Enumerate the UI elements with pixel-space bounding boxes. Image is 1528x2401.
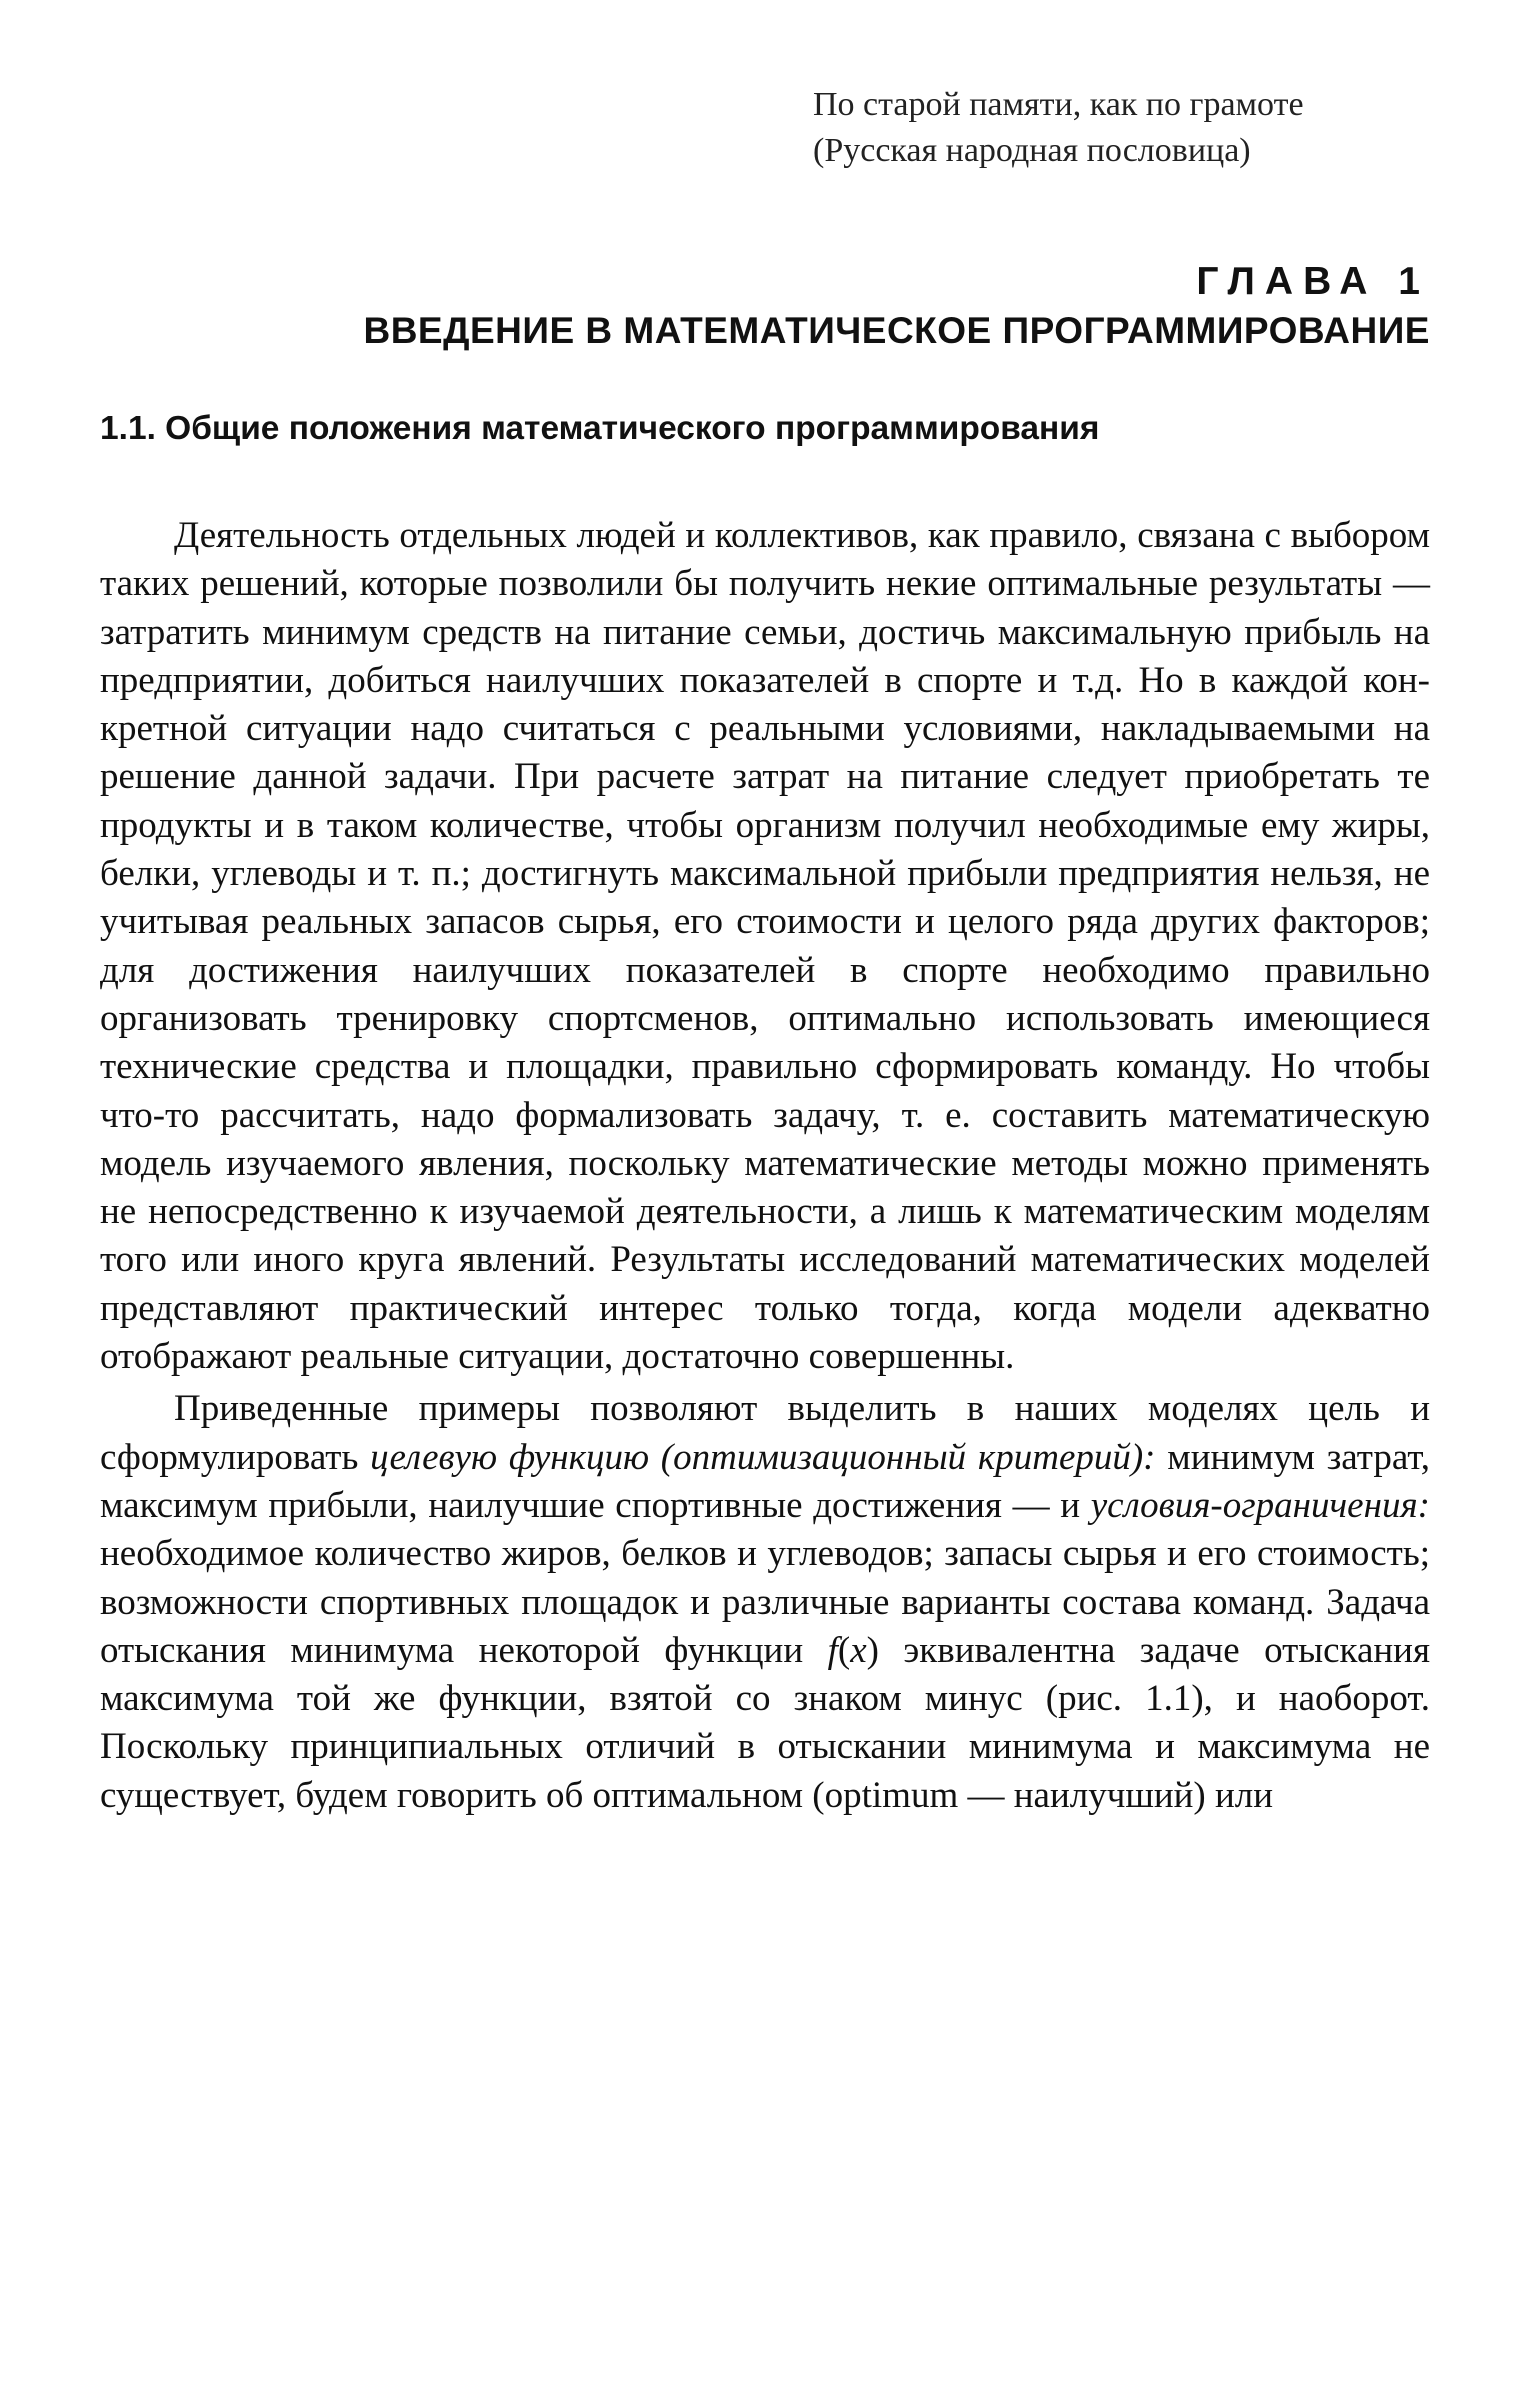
epigraph	[813, 82, 1413, 174]
math-variable-x: x	[850, 1629, 867, 1671]
term-objective-function: целевую функцию (оптимизационный критерий):	[370, 1436, 1156, 1478]
paragraph-2-text-2: минимум затрат, максимум прибыли, наилучшие спортивные достижения — и	[100, 1436, 1430, 1526]
paragraph-2-text-4: ) эквивалентна задаче отыскания максимума той же функции, взятой со знаком минус (рис. 1.1), и наоборот. Поскольку принципиальных отличий в отыскании минимума и максимума не существует, будем говорить об оптимальном (optimum — наилучший) или	[100, 1629, 1431, 1816]
epigraph-quote: По старой памяти, как по грамоте	[813, 86, 1304, 123]
section-title: 1.1. Общие положения математического программирования	[100, 410, 1100, 447]
term-constraints: условия-ограничения:	[1090, 1484, 1430, 1526]
chapter-label: ГЛАВА 1	[1196, 260, 1430, 303]
math-function-f: f	[827, 1629, 838, 1671]
paragraph-2	[100, 1385, 1430, 1820]
paragraph-1: Деятельность отдельных людей и коллективов, как правило, связана с выбором таких решений, которые позволили бы получить некие оптимальные результаты — затратить минимум средств на питание семьи, достичь максимальную прибыль на предприятии, добиться наилучших показателей в спорте и т.д. Но в каждой конкретной ситуации надо считаться с реальными условиями, накладываемыми на решение данной задачи. При расчете затрат на питание следует приобретать те продукты и в таком количестве, чтобы организм получил необходимые ему жиры, белки, углеводы и т. п.; достигнуть максимальной прибыли предприятия нельзя, не учитывая реальных запасов сырья, его стоимости и целого ряда других факторов; для достижения наилучших показателей в спорте необходимо правильно организовать тренировку спортсменов, оптимально использовать имеющиеся технические средства и площадки, правильно сформировать команду. Но чтобы что-то рассчитать, надо формализовать задачу, т. е. составить математическую модель изучаемого явления, поскольку математические методы можно применять не непосредственно к изучаемой деятельности, а лишь к математическим моделям того или иного круга явлений. Результаты исследований математических моделей представляют практический интерес только тогда, когда модели адекватно отображают реальные ситуации, достаточно совершенны.	[100, 515, 1430, 1378]
paragraph-2-text-3: необходимое количество жиров, белков и углеводов; запасы сырья и его стоимость; возможности спортивных площадок и различные варианты состава команд. Задача отыскания минимума некоторой функции	[100, 1533, 1430, 1671]
chapter-title: ВВЕДЕНИЕ В МАТЕМАТИЧЕСКОЕ ПРОГРАММИРОВАНИЕ	[363, 310, 1430, 351]
body-text	[100, 512, 1430, 1820]
paragraph-2-text-1: Приведенные примеры позволяют выделить в наших моделях цель и сформулировать	[100, 1388, 1430, 1478]
math-paren-open: (	[837, 1629, 851, 1671]
epigraph-source: (Русская народная пословица)	[813, 132, 1251, 169]
